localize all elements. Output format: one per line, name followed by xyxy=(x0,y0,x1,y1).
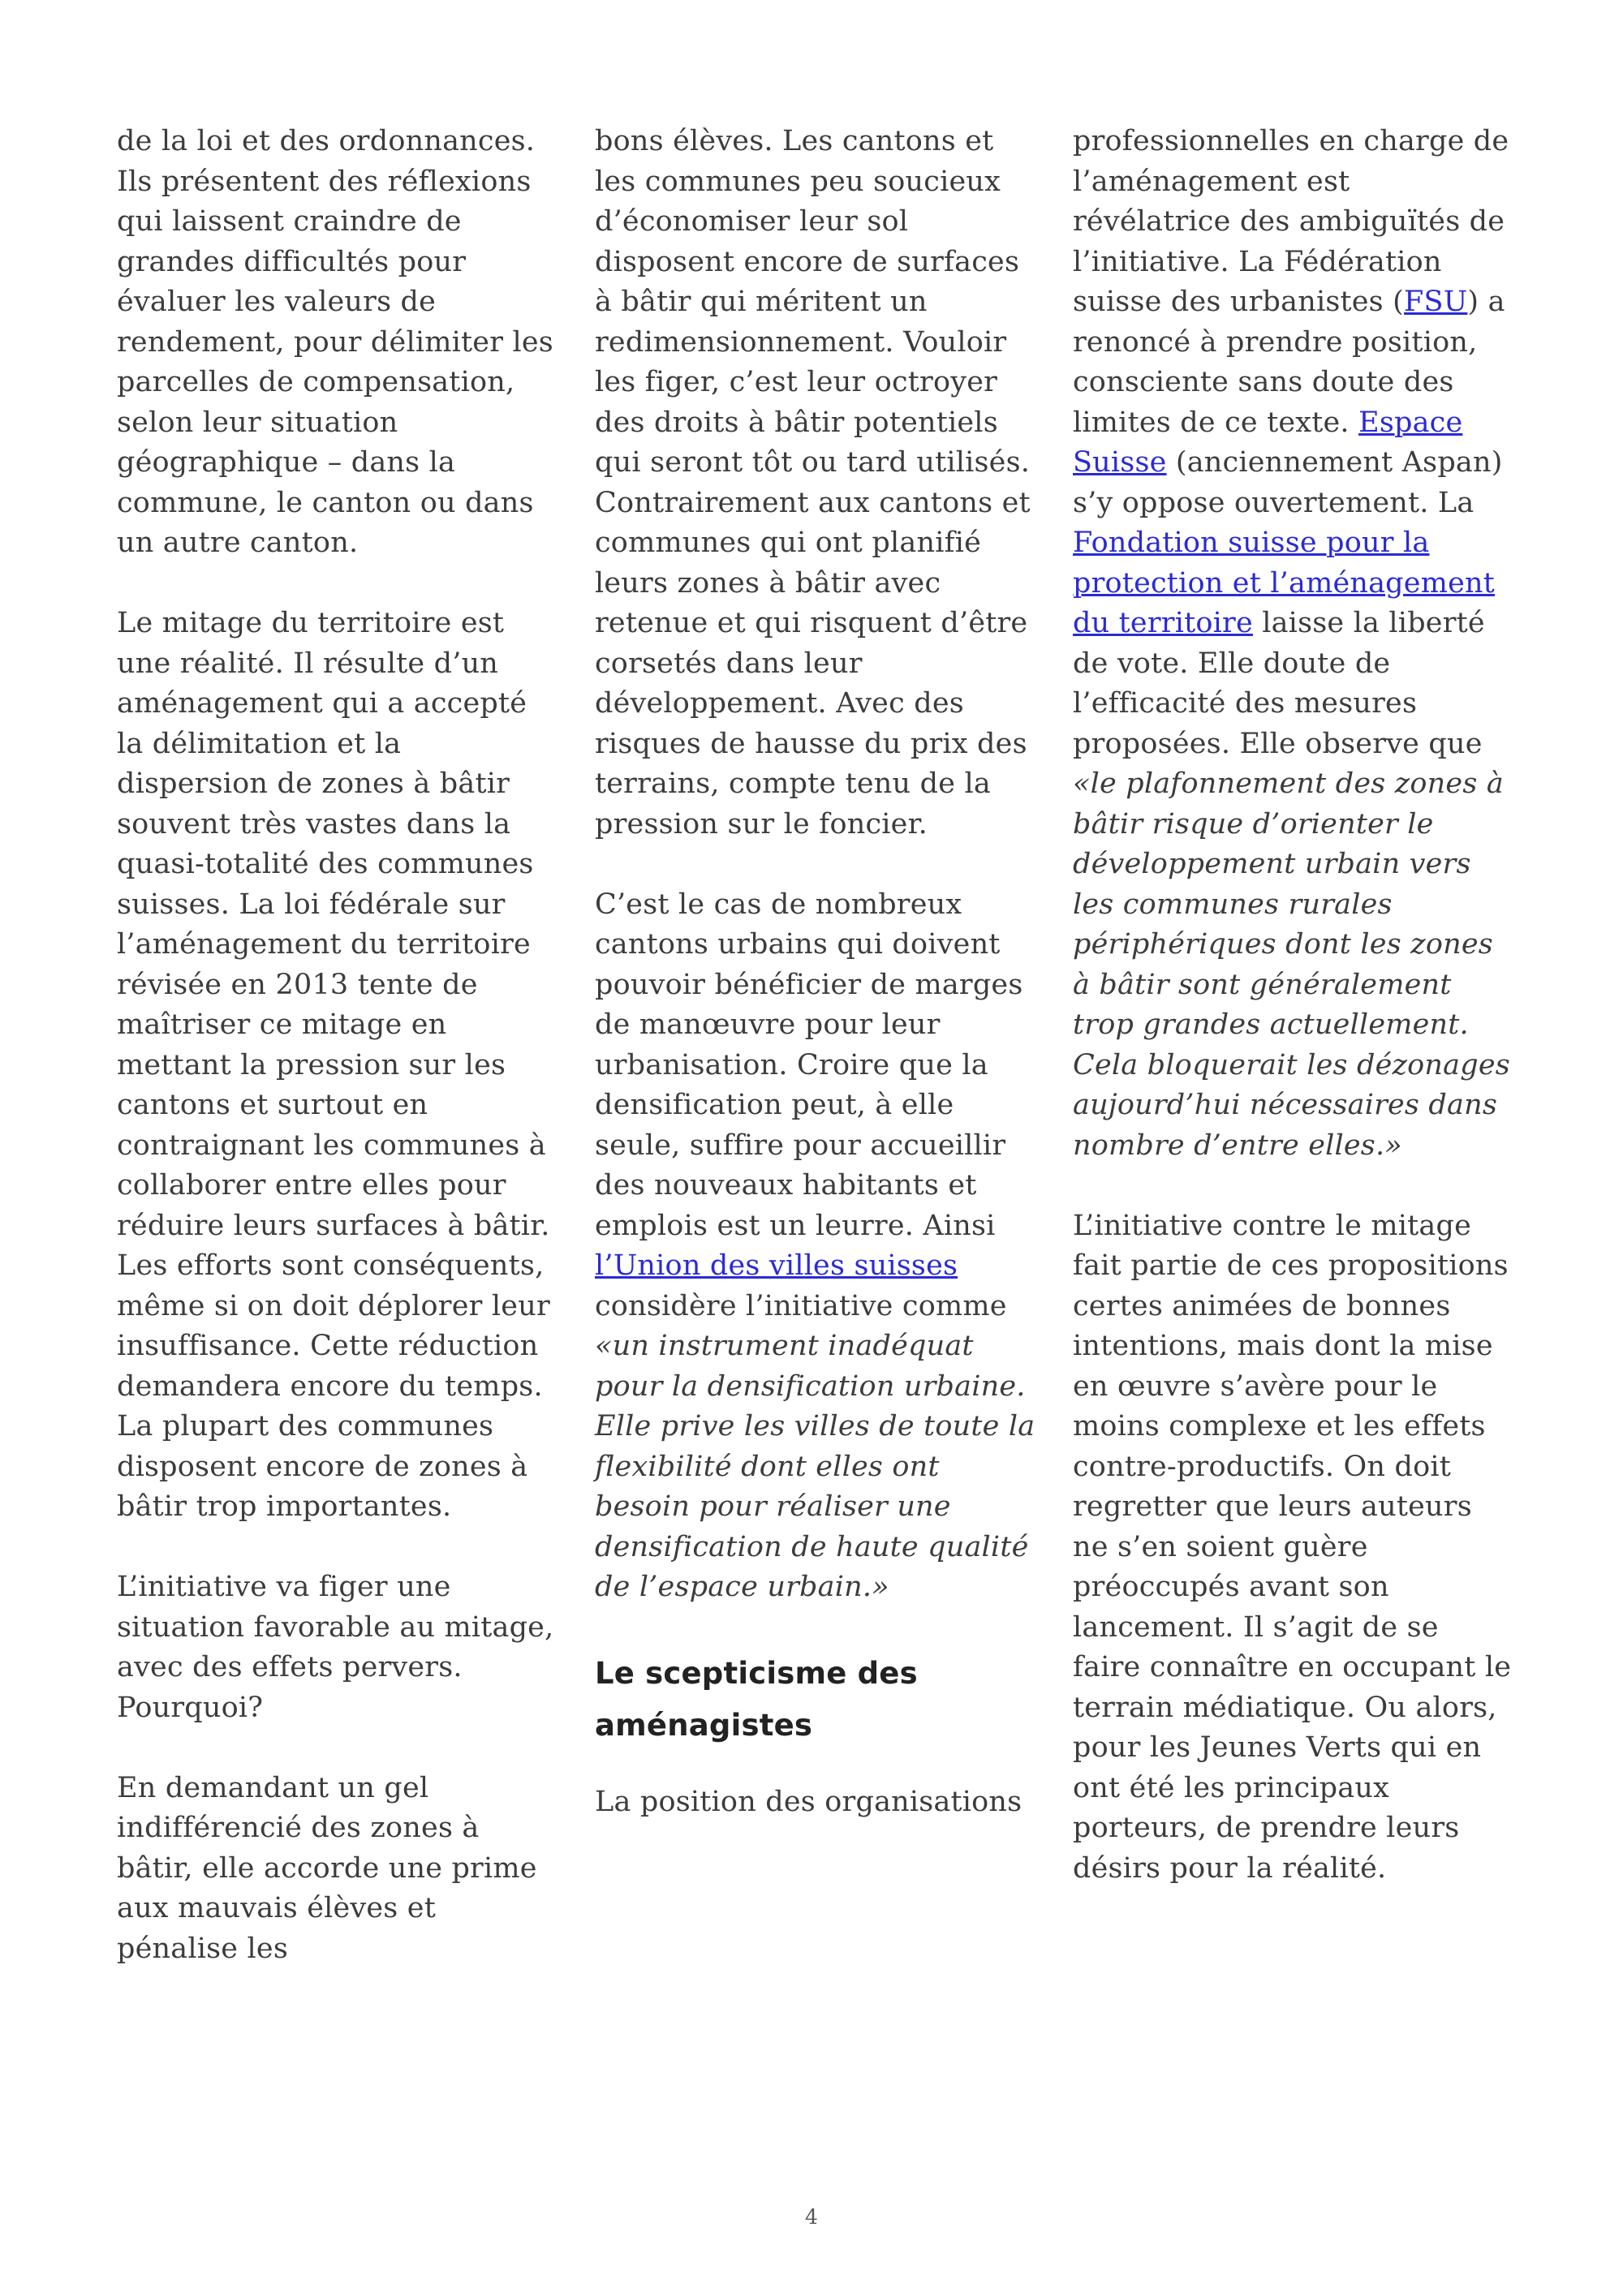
text-span: C’est le cas de nombreux cantons urbains qui doivent pouvoir bénéficier de marges de manœuvre pour leur urbanisation. Croire que la densification peut, à elle seule, suffire pour accueillir des nouveaux habitants et emplois est un leurre. Ainsi xyxy=(595,888,1023,1242)
text-column-3 xyxy=(1073,122,1515,1889)
quote: «le plafonnement des zones à bâtir risque d’orienter le développement urbain vers les communes rurales périphériques dont les zones à bâtir sont généralement trop grandes actuellement. Cela bloquerait les dézonages aujourd’hui nécessaires dans nombre d’entre elles.» xyxy=(1073,767,1510,1162)
text-span: (anciennement Aspan) s’y oppose ouvertement. La xyxy=(1073,446,1503,519)
text-column-1 xyxy=(117,122,559,1969)
paragraph: L’initiative contre le mitage fait partie de ces propositions certes animées de bonnes intentions, mais dont la mise en œuvre s’avère pour le moins complexe et les effets contre-productifs. On doit regretter que leurs auteurs ne s’en soient guère préoccupés avant son lancement. Il s’agit de se faire connaître en occupant le terrain médiatique. Ou alors, pour les Jeunes Verts qui en ont été les principaux porteurs, de prendre leurs désirs pour la réalité. xyxy=(1073,1209,1512,1885)
paragraph: En demandant un gel indifférencié des zones à bâtir, elle accorde une prime aux mauvais élèves et pénalise les xyxy=(117,1771,537,1965)
section-heading: Le scepticisme des aménagistes xyxy=(595,1656,918,1743)
paragraph: de la loi et des ordonnances. Ils présentent des réflexions qui laissent craindre de grandes difficultés pour évaluer les valeurs de rendement, pour délimiter les parcelles de compensation, selon leur situation géographique – dans la commune, le canton ou dans un autre canton. xyxy=(117,125,553,559)
paragraph: La position des organisations xyxy=(595,1786,1022,1818)
union-villes-suisses-link[interactable]: l’Union des villes suisses xyxy=(595,1249,958,1282)
text-span: considère l’initiative comme xyxy=(595,1289,1007,1322)
page-number: 4 xyxy=(805,2205,818,2229)
paragraph: bons élèves. Les cantons et les communes peu soucieux d’économiser leur sol disposent encore de surfaces à bâtir qui méritent un redimensionnement. Vouloir les figer, c’est leur octroyer des droits à bâtir potentiels qui seront tôt ou tard utilisés. Contrairement aux cantons et communes qui ont planifié leurs zones à bâtir avec retenue et qui risquent d’être corsetés dans leur développement. Avec des risques de hausse du prix des terrains, compte tenu de la pression sur le foncier. xyxy=(595,125,1031,841)
quote: «un instrument inadéquat pour la densification urbaine. Elle prive les villes de toute la flexibilité dont elles ont besoin pour réaliser une densification de haute qualité de l’espace urbain.» xyxy=(595,1330,1035,1603)
paragraph xyxy=(595,885,1037,1608)
paragraph: L’initiative va figer une situation favorable au mitage, avec des effets pervers. Pourquoi? xyxy=(117,1571,554,1724)
paragraph xyxy=(1073,122,1515,1166)
espace-suisse-link[interactable]: Espace Suisse xyxy=(1073,406,1463,479)
fsu-link[interactable]: FSU xyxy=(1404,286,1468,318)
text-span: ) a renoncé à prendre position, consciente sans doute des limites de ce texte. xyxy=(1073,286,1505,439)
fondation-suisse-link[interactable]: Fondation suisse pour la protection et l’aménagement du territoire xyxy=(1073,527,1496,639)
text-column-2 xyxy=(595,122,1037,1823)
text-span: laisse la liberté de vote. Elle doute de l’efficacité des mesures proposées. Elle observe que xyxy=(1073,607,1485,760)
paragraph: Le mitage du territoire est une réalité. Il résulte d’un aménagement qui a accepté la délimitation et la dispersion de zones à bâtir souvent très vastes dans la quasi-totalité des communes suisses. La loi fédérale sur l’aménagement du territoire révisée en 2013 tente de maîtriser ce mitage en mettant la pression sur les cantons et surtout en contraignant les communes à collaborer entre elles pour réduire leurs surfaces à bâtir. Les efforts sont conséquents, même si on doit déplorer leur insuffisance. Cette réduction demandera encore du temps. La plupart des communes disposent encore de zones à bâtir trop importantes. xyxy=(117,607,550,1523)
text-span: professionnelles en charge de l’aménagement est révélatrice des ambiguïtés de l’initiative. La Fédération suisse des urbanistes ( xyxy=(1073,125,1509,318)
